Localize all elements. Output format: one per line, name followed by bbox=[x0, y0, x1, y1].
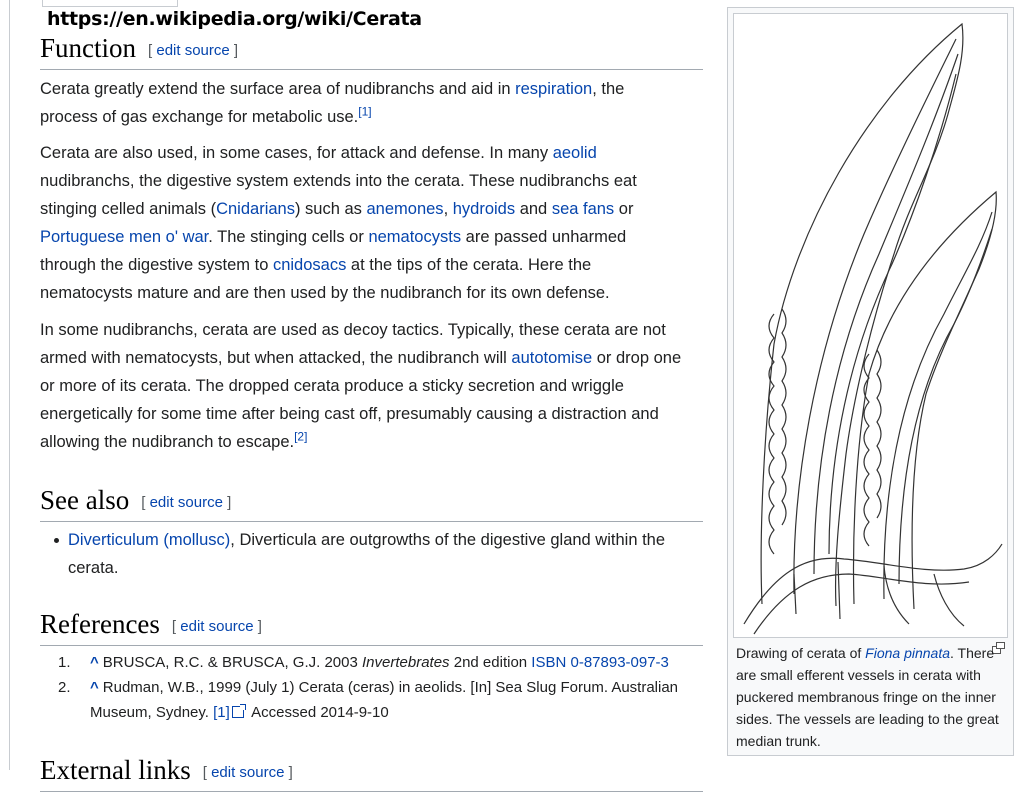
text: In some nudibranchs, cerata are used as decoy tactics. Typically, these cerata are not armed with nematocysts, but when attacked, the nudibranch will bbox=[40, 321, 666, 367]
references-list bbox=[58, 650, 714, 725]
heading-function bbox=[40, 32, 703, 70]
italic-title: Invertebrates bbox=[362, 654, 450, 671]
edit-section-external-links: [ edit source ] bbox=[202, 764, 293, 781]
link-isbn[interactable]: ISBN bbox=[531, 654, 567, 671]
backlink-caret[interactable]: ^ bbox=[90, 679, 99, 696]
paragraph-function-1 bbox=[40, 75, 685, 131]
ref-1[interactable]: [1] bbox=[358, 104, 372, 119]
link-anemones[interactable]: anemones bbox=[366, 200, 444, 218]
heading-references-text: References bbox=[40, 609, 160, 639]
heading-see-also-text: See also bbox=[40, 485, 130, 515]
text: 2nd edition bbox=[449, 654, 532, 671]
text: BRUSCA, R.C. & BRUSCA, G.J. 2003 bbox=[102, 654, 363, 671]
heading-external-links-text: External links bbox=[40, 755, 191, 785]
link-portuguese-men-o-war[interactable]: Portuguese men o' war bbox=[40, 228, 209, 246]
link-isbn-number[interactable]: 0-87893-097-3 bbox=[570, 654, 669, 671]
text: at the tips of the cerata. Here the nematocysts mature and are then used by the nudibranch for its own defense. bbox=[40, 256, 610, 302]
text: ) such as bbox=[294, 200, 367, 218]
link-aeolid[interactable]: aeolid bbox=[552, 144, 597, 162]
heading-references bbox=[40, 608, 703, 646]
paragraph-function-3 bbox=[40, 316, 685, 456]
link-respiration[interactable]: respiration bbox=[515, 80, 593, 98]
top-tab-fragment bbox=[42, 0, 178, 7]
text: Accessed 2014-9-10 bbox=[247, 704, 389, 721]
text: , bbox=[443, 200, 453, 218]
edit-section-references: [ edit source ] bbox=[171, 618, 262, 635]
cerata-illustration-icon bbox=[734, 14, 1007, 637]
text: are passed unharmed through the digestive system to bbox=[40, 228, 627, 274]
paragraph-function-2 bbox=[40, 139, 685, 307]
link-diverticulum-mollusc[interactable]: Diverticulum (mollusc) bbox=[68, 531, 231, 549]
figure-caption bbox=[736, 642, 1008, 752]
link-cnidosacs[interactable]: cnidosacs bbox=[272, 256, 347, 274]
text: or drop one or more of its cerata. The dropped cerata produce a sticky secretion and wriggle energetically for some time after being cast off, presumably causing a distraction and allowing the nudibranch to escape. bbox=[40, 349, 682, 451]
text: Rudman, W.B., 1999 (July 1) Cerata (ceras) in aeolids. [In] Sea Slug Forum. Australian Museum, Sydney. bbox=[90, 679, 679, 721]
external-link-1[interactable]: [1] bbox=[213, 704, 230, 721]
link-autotomise[interactable]: autotomise bbox=[511, 349, 593, 367]
text: , Diverticula are outgrowths of the digestive gland within the cerata. bbox=[68, 531, 666, 577]
text: or bbox=[614, 200, 634, 218]
heading-function-text: Function bbox=[40, 33, 137, 63]
link-nematocysts[interactable]: nematocysts bbox=[368, 228, 462, 246]
text: and bbox=[515, 200, 552, 218]
heading-external-links bbox=[40, 754, 703, 792]
text: nudibranchs, the digestive system extends into the cerata. These nudibranchs eat stinging celled animals ( bbox=[40, 172, 637, 218]
external-link-icon bbox=[232, 706, 244, 718]
edit-section-see-also: [ edit source ] bbox=[141, 494, 232, 511]
ref-2[interactable]: [2] bbox=[294, 429, 308, 444]
text: Cerata are also used, in some cases, for attack and defense. In many bbox=[40, 144, 553, 162]
reference-item bbox=[58, 650, 714, 675]
link-cnidarians[interactable]: Cnidarians bbox=[216, 200, 295, 218]
reference-item bbox=[58, 675, 714, 725]
edit-source-link-function[interactable]: edit source bbox=[156, 42, 230, 59]
reference-number: 1. bbox=[58, 654, 71, 671]
text: , the process of gas exchange for metabolic use. bbox=[40, 80, 625, 126]
link-sea-fans[interactable]: sea fans bbox=[551, 200, 615, 218]
edit-source-link-external-links[interactable]: edit source bbox=[211, 764, 285, 781]
edit-source-link-references[interactable]: edit source bbox=[180, 618, 254, 635]
text: . The stinging cells or bbox=[208, 228, 369, 246]
link-fiona-pinnata[interactable]: Fiona pinnata bbox=[865, 645, 951, 661]
edit-source-link-see-also[interactable]: edit source bbox=[149, 494, 223, 511]
page-url: https://en.wikipedia.org/wiki/Cerata bbox=[47, 8, 422, 30]
link-hydroids[interactable]: hydroids bbox=[452, 200, 516, 218]
reference-number: 2. bbox=[58, 679, 71, 696]
page-left-border bbox=[9, 0, 10, 770]
cerata-drawing[interactable] bbox=[733, 13, 1008, 638]
backlink-caret[interactable]: ^ bbox=[90, 654, 99, 671]
heading-see-also bbox=[40, 484, 703, 522]
see-also-list bbox=[54, 526, 704, 582]
list-item bbox=[54, 526, 704, 582]
edit-section-function: [ edit source ] bbox=[148, 42, 239, 59]
text: Drawing of cerata of bbox=[736, 645, 866, 661]
figure-thumbnail bbox=[727, 7, 1014, 756]
text: Cerata greatly extend the surface area of nudibranchs and aid in bbox=[40, 80, 516, 98]
text: . There are small efferent vessels in cerata with puckered membranous fringe on the inner sides. The vessels are leading to the great median trunk. bbox=[736, 645, 999, 749]
